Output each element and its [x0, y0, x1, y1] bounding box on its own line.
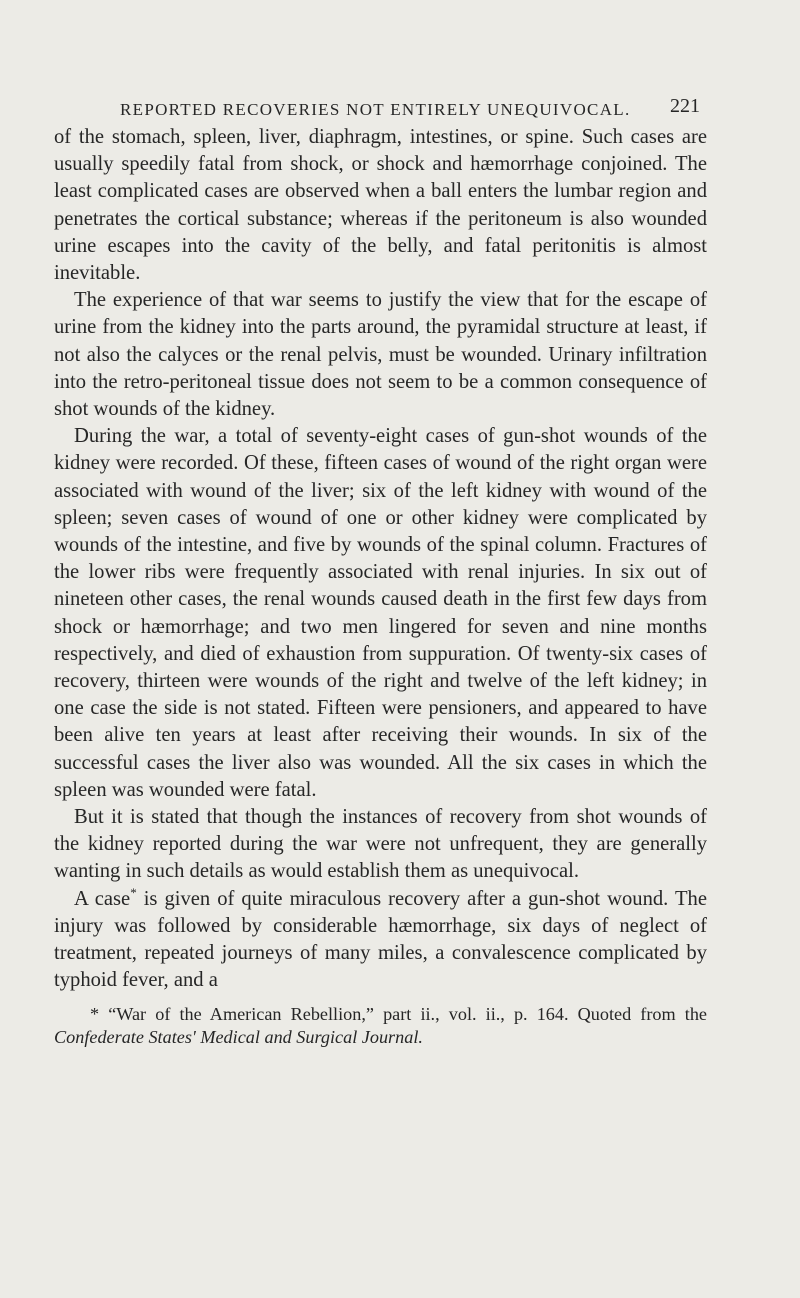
footnote-journal-title: Confederate States' Medical and Surgical Journal. — [54, 1027, 423, 1047]
footnote-reference-marker: * — [130, 884, 137, 900]
paragraph-1: of the stomach, spleen, liver, diaphragm, intestines, or spine. Such cases are usually speedily fatal from shock, or shock and hæmorrhage conjoined. The least complicated cases are observed when a ball enters the lumbar region and penetrates the cortical substance; whereas if the peritoneum is also wounded urine escapes into the cavity of the belly, and fatal peritonitis is almost inevitable. — [54, 126, 707, 285]
running-head-title: REPORTED RECOVERIES NOT ENTIRELY UNEQUIVOCAL. — [120, 100, 631, 119]
paragraph-2: The experience of that war seems to justify the view that for the escape of urine from the kidney into the parts around, the pyramidal structure at least, if not also the calyces or the renal pelvis, must be wounded. Urinary infiltration into the retro-peritoneal tissue does not seem to be a common consequence of shot wounds of the kidney. — [54, 289, 707, 421]
footnote-text — [54, 1003, 707, 1049]
body-text — [54, 124, 707, 995]
paragraph-3: During the war, a total of seventy-eight cases of gun-shot wounds of the kidney were recorded. Of these, fifteen cases of wound of the right organ were associated with wound of the liver; six of the left kidney with wound of the spleen; seven cases of wound of one or other kidney were complicated by wounds of the intestine, and five by wounds of the spinal column. Fractures of the lower ribs were frequently associated with renal injuries. In six out of nineteen other cases, the renal wounds caused death in the first few days from shock or hæmorrhage; and two men lingered for seven and nine months respectively, and died of exhaustion from suppuration. Of twenty-six cases of recovery, thirteen were wounds of the right and twelve of the left kidney; in one case the side is not stated. Fifteen were pensioners, and appeared to have been alive ten years at least after receiving their wounds. In six of the successful cases the liver also was wounded. All the six cases in which the spleen was wounded were fatal. — [54, 425, 707, 801]
paragraph-5-start: A case — [74, 887, 131, 910]
paragraph-5-rest: is given of quite miraculous recovery after a gun-shot wound. The injury was followed by considerable hæmorrhage, six days of neglect of treatment, repeated journeys of many miles, a convalescence complicated by typhoid fever, and a — [54, 887, 707, 992]
page-number: 221 — [670, 95, 700, 117]
paragraph-5 — [54, 886, 707, 995]
footnote — [54, 1003, 707, 1049]
footnote-citation: “War of the American Rebellion,” part ii., vol. ii., p. 164. Quoted from the — [99, 1004, 707, 1024]
footnote-marker: * — [90, 1004, 100, 1024]
paragraph-4: But it is stated that though the instances of recovery from shot wounds of the kidney reported during the war were not unfrequent, they are generally wanting in such details as would establish them as unequivocal. — [54, 806, 707, 883]
